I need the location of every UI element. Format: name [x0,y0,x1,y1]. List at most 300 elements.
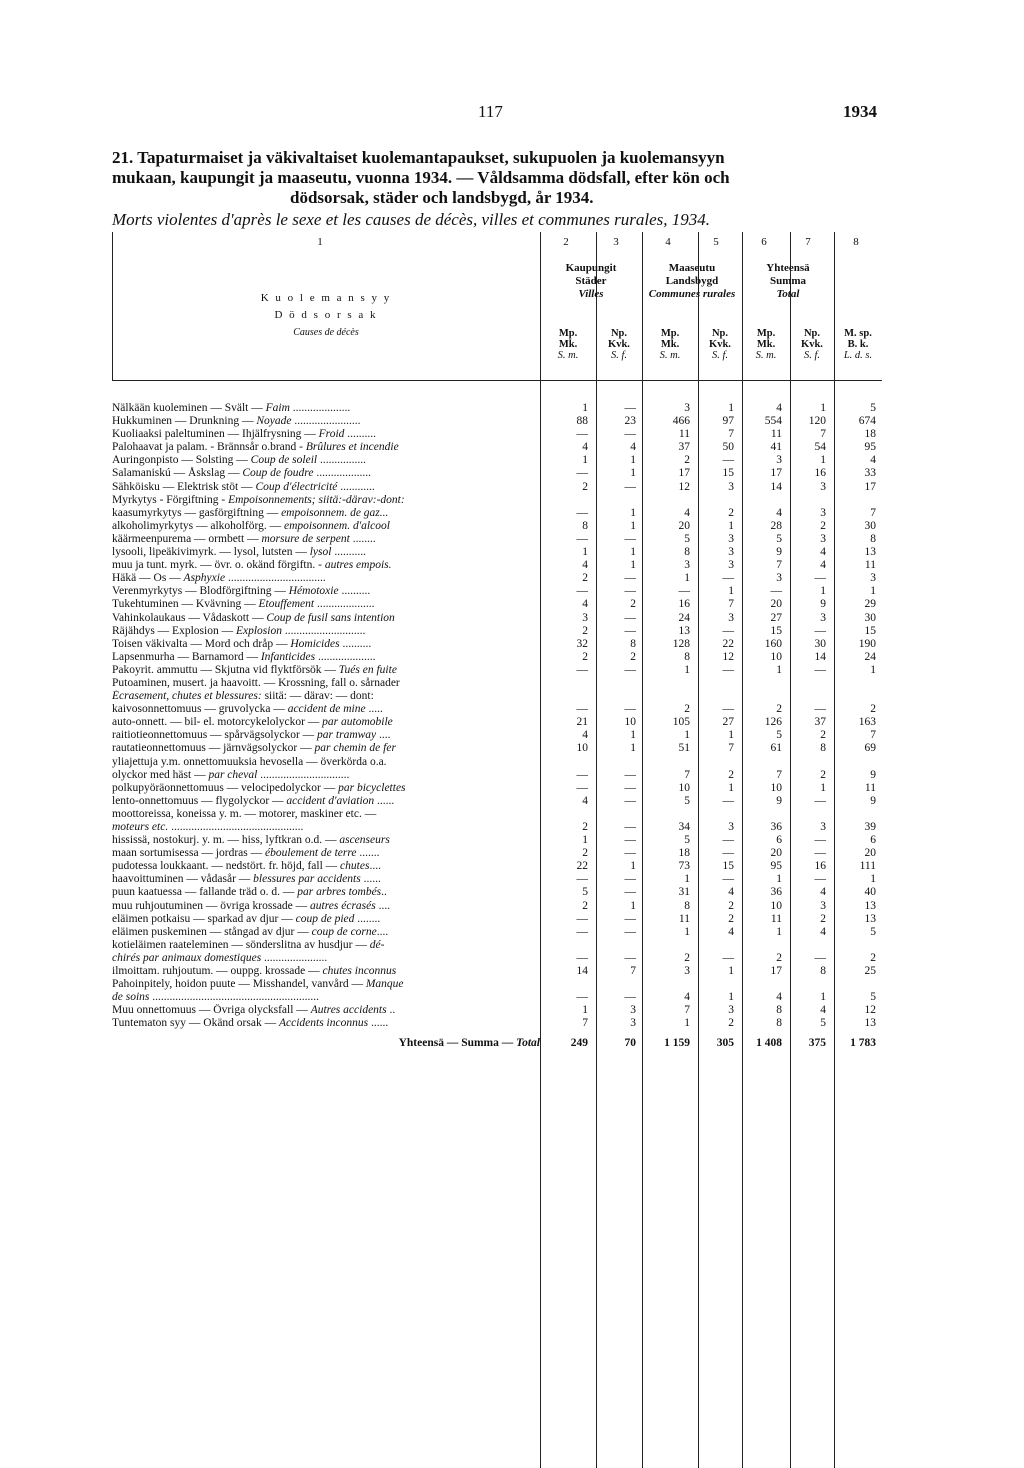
label-french: Etouffement [258,598,315,611]
cell-value: — [624,781,636,794]
row-label [112,677,540,690]
row-label [112,729,540,742]
cell-value: 105 [672,716,690,729]
subheader-b: Mk. [558,339,578,350]
cell-value: — [576,912,588,925]
label-text: Vahinkolaukaus — Vådaskott — [112,611,267,624]
label-french: Brûlures et incendie [305,441,399,454]
cell-value: 8 [820,742,826,755]
cell-value: 1 [870,663,876,676]
subheader-a: Mp. [558,328,578,339]
table-row [112,834,882,847]
label-french: Noyade [256,415,292,428]
cell-value: 4 [582,441,588,454]
cell-value: 12 [864,1004,876,1017]
label-french: Asphyxie [183,572,226,585]
cell-value: 18 [864,428,876,441]
cell-value: 5 [684,532,690,545]
cell-value: 9 [820,598,826,611]
cell-value: 1 [630,506,636,519]
column-subheader [834,328,882,361]
table-row [112,533,882,546]
cell-value: 10 [770,650,782,663]
table-row [112,900,882,913]
cell-value: 1 [820,781,826,794]
label-text: rautatieonnettomuus — järnvägsolyckor — [112,742,315,755]
label-french: dé- [369,938,385,951]
cell-value: 10 [678,781,690,794]
cell-value: 22 [722,637,734,650]
cell-value: 3 [728,1004,734,1017]
cell-value: 249 [570,1036,588,1049]
subheader-c: S. f. [610,350,628,361]
column-number: 2 [563,236,569,248]
cell-value: — [624,912,636,925]
cell-value: 1 [870,873,876,886]
cell-value: 2 [870,703,876,716]
label-text: haavoittuminen — vådasår — [112,873,254,886]
cell-value: 30 [864,611,876,624]
cause-column-header [112,290,540,341]
table-row [112,559,882,572]
cell-value: 36 [770,821,782,833]
row-label [112,415,540,428]
cell-value: 11 [770,428,782,441]
cell-value: 2 [582,847,588,860]
cell-value: 3 [728,821,734,833]
cell-value: — [624,834,636,847]
label-french: accident d'aviation [286,794,375,807]
row-label [112,546,540,559]
cell-value: 10 [576,742,588,755]
cell-value: 88 [576,415,588,428]
column-number: 8 [853,236,859,248]
cell-value: 3 [820,506,826,519]
cell-value: 6 [870,834,876,847]
column-subheader [540,328,596,361]
label-text: Tukehtuminen — Kvävning — [112,598,259,611]
cell-value: 24 [678,611,690,624]
label-french: par automobile [322,716,393,729]
cell-value: 163 [858,716,876,729]
cell-value: — [722,572,734,585]
cell-value: 3 [684,402,690,414]
cell-value: — [814,572,826,585]
cell-value: 4 [582,598,588,611]
table-row [112,991,882,1004]
cell-value: 3 [776,454,782,467]
label-french: chutes inconnus [322,965,397,978]
table-row [112,546,882,559]
cell-value: 7 [728,428,734,441]
cell-value: 8 [870,532,876,545]
cell-value: — [722,951,734,964]
cell-value: — [624,703,636,716]
table-row [112,782,882,795]
cell-value: 8 [684,650,690,663]
cell-value: 18 [678,847,690,860]
table-row [112,690,882,703]
row-label [112,559,540,572]
label-french: chirés par animaux domestiques [112,951,262,964]
subheader-b: Mk. [756,339,776,350]
cell-value: 4 [684,991,690,1004]
label-text: alkoholimyrkytys — alkoholförg. — [112,519,284,532]
table-row [112,756,882,769]
cell-value: — [576,991,588,1004]
row-label [112,428,540,441]
cell-value: 160 [764,637,782,650]
row-label [112,612,540,625]
row-label [112,441,540,454]
label-dots: ........... [331,546,366,559]
column-group-header [742,262,834,301]
cell-value: 7 [870,506,876,519]
label-dots: ...... [368,1017,389,1030]
title-line-3: dödsorsak, städer och landsbygd, år 1934. [290,188,594,207]
cell-value: 3 [728,532,734,545]
cell-value: 13 [864,912,876,925]
cell-value: 27 [770,611,782,624]
table-row [112,638,882,651]
cell-value: 12 [722,650,734,663]
row-label [112,1017,540,1030]
label-french: Coup de fusil sans intention [266,611,395,624]
group-label-fi: Maaseutu [668,262,716,274]
column-subheader [596,328,642,361]
cell-value: 13 [864,899,876,912]
table-row [112,402,882,415]
column-number: 5 [713,236,719,248]
group-label-fr: Communes rurales [648,288,736,300]
table-row [112,978,882,991]
table-row [112,1004,882,1017]
cell-value: — [814,663,826,676]
label-text: Pakoyrit. ammuttu — Skjutna vid flyktförsök — [112,663,339,676]
cell-value: 4 [630,441,636,454]
cell-value: 95 [864,441,876,454]
label-french: par cheval [208,768,258,781]
label-french: de soins [112,991,150,1004]
row-label [112,716,540,729]
label-dots: .. [381,886,387,899]
cell-value: 1 [630,546,636,559]
cell-value: 3 [728,546,734,559]
table-row [112,703,882,716]
cell-value: 2 [582,821,588,833]
label-text: moottoreissa, koneissa y. m. — motorer, maskiner etc. — [112,807,377,820]
cell-value: 128 [672,637,690,650]
label-text: Auringonpisto — Solsting — [112,454,251,467]
cell-value: 5 [820,1017,826,1030]
cell-value: 16 [678,598,690,611]
cell-value: 10 [770,899,782,912]
cell-value: 4 [820,1004,826,1017]
cell-value: 13 [864,546,876,559]
cell-value: 1 [684,925,690,938]
subheader-b: Kvk. [709,339,731,350]
cell-value: 2 [582,480,588,493]
cell-value: — [624,925,636,938]
cell-value: — [576,467,588,480]
label-text: käärmeenpurema — ormbett — [112,532,262,545]
label-dots: ...... [374,794,395,807]
cell-value: 3 [776,572,782,585]
label-french: Froid [318,428,345,441]
table-row [112,913,882,926]
group-label-sv: Landsbygd [665,275,719,287]
cell-value: 1 [728,402,734,414]
cell-value: 23 [624,415,636,428]
row-label [112,756,540,769]
subheader-a: Mp. [756,328,776,339]
cell-value: 39 [864,821,876,833]
row-label [112,952,540,965]
subheader-a: Np. [610,328,628,339]
cell-value: — [576,585,588,598]
cell-value: 1 [684,572,690,585]
cell-value: 21 [576,716,588,729]
cell-value: 4 [776,506,782,519]
label-text: Yhteensä — Summa — [398,1036,517,1049]
cell-value: 4 [582,729,588,742]
cell-value: — [576,768,588,781]
label-dots: siitä: — därav: — dont: [261,690,374,703]
cell-value: 6 [776,834,782,847]
cell-value: 3 [820,480,826,493]
row-label [112,703,540,716]
cell-value: 1 [684,1017,690,1030]
cell-value: 9 [870,768,876,781]
cell-value: 32 [576,637,588,650]
label-text: kotieläimen raateleminen — sönderslitna av husdjur — [112,938,370,951]
label-dots: ...... [360,873,381,886]
row-label [112,991,540,1004]
row-label [112,520,540,533]
cell-value: 15 [722,860,734,873]
label-text: eläimen puskeminen — stångad av djur — [112,925,312,938]
cell-value: 1 [630,729,636,742]
cell-value: 8 [820,965,826,978]
cell-value: 73 [678,860,690,873]
table-row [112,795,882,808]
table-row [112,585,882,598]
row-label [112,900,540,913]
cell-value: 2 [728,912,734,925]
title-french: Morts violentes d'après le sexe et les causes de décès, villes et communes rurales, 1934. [112,210,711,229]
subheader-c: S. f. [711,350,729,361]
cell-value: 20 [864,847,876,860]
cell-value: 16 [814,860,826,873]
cell-value: 41 [770,441,782,454]
cell-value: 2 [776,703,782,716]
cell-value: 11 [864,559,876,572]
label-dots: .................................. [225,572,326,585]
subheader-c: S. m. [659,350,681,361]
cell-value: 10 [624,716,636,729]
subheader-a: Np. [711,328,729,339]
cell-value: 3 [630,1017,636,1030]
label-text: Putoaminen, musert. ja haavoitt. — Krossning, fall o. sårnader [112,676,400,689]
cell-value: 4 [582,794,588,807]
cell-value: 466 [672,415,690,428]
table-row [112,886,882,899]
cell-value: 2 [728,899,734,912]
table-row [112,520,882,533]
subheader-c: S. m. [755,350,777,361]
row-label [112,454,540,467]
cell-value: 2 [728,506,734,519]
table-row [112,926,882,939]
cell-value: 11 [678,912,690,925]
cell-value: 2 [820,768,826,781]
cell-value: 3 [820,532,826,545]
label-text: pudotessa loukkaant. — nedstört. fr. höjd, fall — [112,860,341,873]
cell-value: 2 [820,729,826,742]
cell-value: 1 [630,467,636,480]
label-dots: .................... [315,650,376,663]
cell-value: 34 [678,821,690,833]
cell-value: 7 [776,559,782,572]
row-label [112,847,540,860]
cell-value: 190 [858,637,876,650]
cell-value: 9 [870,794,876,807]
label-text: muu ja tunt. myrk. — övr. o. okänd förgiftn. - [112,559,325,572]
subheader-c: L. d. s. [843,350,873,361]
row-label [112,834,540,847]
cell-value: 305 [716,1036,734,1049]
label-dots: ............................... [257,768,350,781]
label-text: Nälkään kuoleminen — Svält — [112,402,266,414]
cell-value: — [722,834,734,847]
table-row [112,598,882,611]
cell-value: 3 [728,559,734,572]
cell-value: 2 [728,1017,734,1030]
cell-value: — [576,506,588,519]
label-dots: .............................................. [168,821,304,833]
subheader-c: S. f. [803,350,821,361]
cell-value: — [624,821,636,833]
table-row [112,873,882,886]
cell-value: 2 [630,598,636,611]
row-label [112,1037,540,1050]
cell-value: — [576,781,588,794]
cell-value: 14 [814,650,826,663]
cell-value: — [814,951,826,964]
row-label [112,965,540,978]
cell-value: 3 [728,611,734,624]
page-number: 117 [478,102,503,121]
row-label [112,926,540,939]
row-label [112,886,540,899]
row-label [112,808,540,821]
label-text: Salamaniskú — Åskslag — [112,467,243,480]
cell-value: 11 [770,912,782,925]
cell-value: 2 [870,951,876,964]
cell-value: 1 783 [850,1036,876,1049]
cell-value: 8 [776,1004,782,1017]
cell-value: 95 [770,860,782,873]
label-text: eläimen potkaisu — sparkad av djur — [112,912,296,925]
label-text: Verenmyrkytys — Blodförgiftning — [112,585,289,598]
cell-value: 69 [864,742,876,755]
cell-value: 16 [814,467,826,480]
label-dots: .. [386,1004,396,1017]
cell-value: — [722,663,734,676]
row-label [112,585,540,598]
table-row [112,651,882,664]
label-text: Kuoliaaksi paleltuminen — Ihjälfrysning — [112,428,319,441]
row-label [112,873,540,886]
label-text: Häkä — Os — [112,572,184,585]
label-text: Myrkytys - Förgiftning - [112,493,229,506]
cell-value: 17 [864,480,876,493]
column-number: 7 [805,236,811,248]
cell-value: 10 [770,781,782,794]
row-label [112,939,540,952]
cell-value: — [814,703,826,716]
cell-value: 1 [582,454,588,467]
label-text: hississä, nostokurj. y. m. — hiss, lyftkran o.d. — [112,834,340,847]
label-french: empoisonnem. d'alcool [283,519,390,532]
cause-header-fi: K u o l e m a n s y y [260,292,392,304]
cell-value: 1 [630,454,636,467]
cause-header-fr: Causes de décès [293,327,359,338]
table-row [112,625,882,638]
cell-value: 1 [728,965,734,978]
cell-value: 8 [582,519,588,532]
cell-value: 97 [722,415,734,428]
cell-value: 1 [582,402,588,414]
cell-value: 111 [859,860,876,873]
label-dots: .......... [338,585,371,598]
cell-value: 8 [684,899,690,912]
label-text: puun kaatuessa — fallande träd o. d. — [112,886,298,899]
cell-value: 4 [728,925,734,938]
label-french: Coup de soleil [250,454,318,467]
label-french: coup de corne [311,925,377,938]
cell-value: 3 [820,899,826,912]
label-dots: .................... [289,402,351,414]
cell-value: 554 [764,415,782,428]
cell-value: 7 [582,1017,588,1030]
table-row [112,467,882,480]
cell-value: — [722,847,734,860]
cell-value: 1 [776,925,782,938]
cell-value: 4 [776,402,782,414]
cell-value: 2 [776,951,782,964]
column-subheader [742,328,790,361]
cell-value: — [624,402,636,414]
label-french: Faim [265,402,290,414]
label-dots: .... [376,729,391,742]
cell-value: 7 [776,768,782,781]
column-number: 4 [665,236,671,248]
column-number: 3 [613,236,619,248]
label-french: coup de pied [295,912,355,925]
cell-value: — [624,663,636,676]
label-french: par bicyclettes [338,781,406,794]
cell-value: — [722,624,734,637]
cell-value: — [624,480,636,493]
cell-value: — [576,663,588,676]
label-dots: .... [376,925,389,938]
label-dots: ............................ [281,624,366,637]
cell-value: — [624,886,636,899]
cell-value: — [624,794,636,807]
cell-value: 1 [820,454,826,467]
cell-value: 50 [722,441,734,454]
